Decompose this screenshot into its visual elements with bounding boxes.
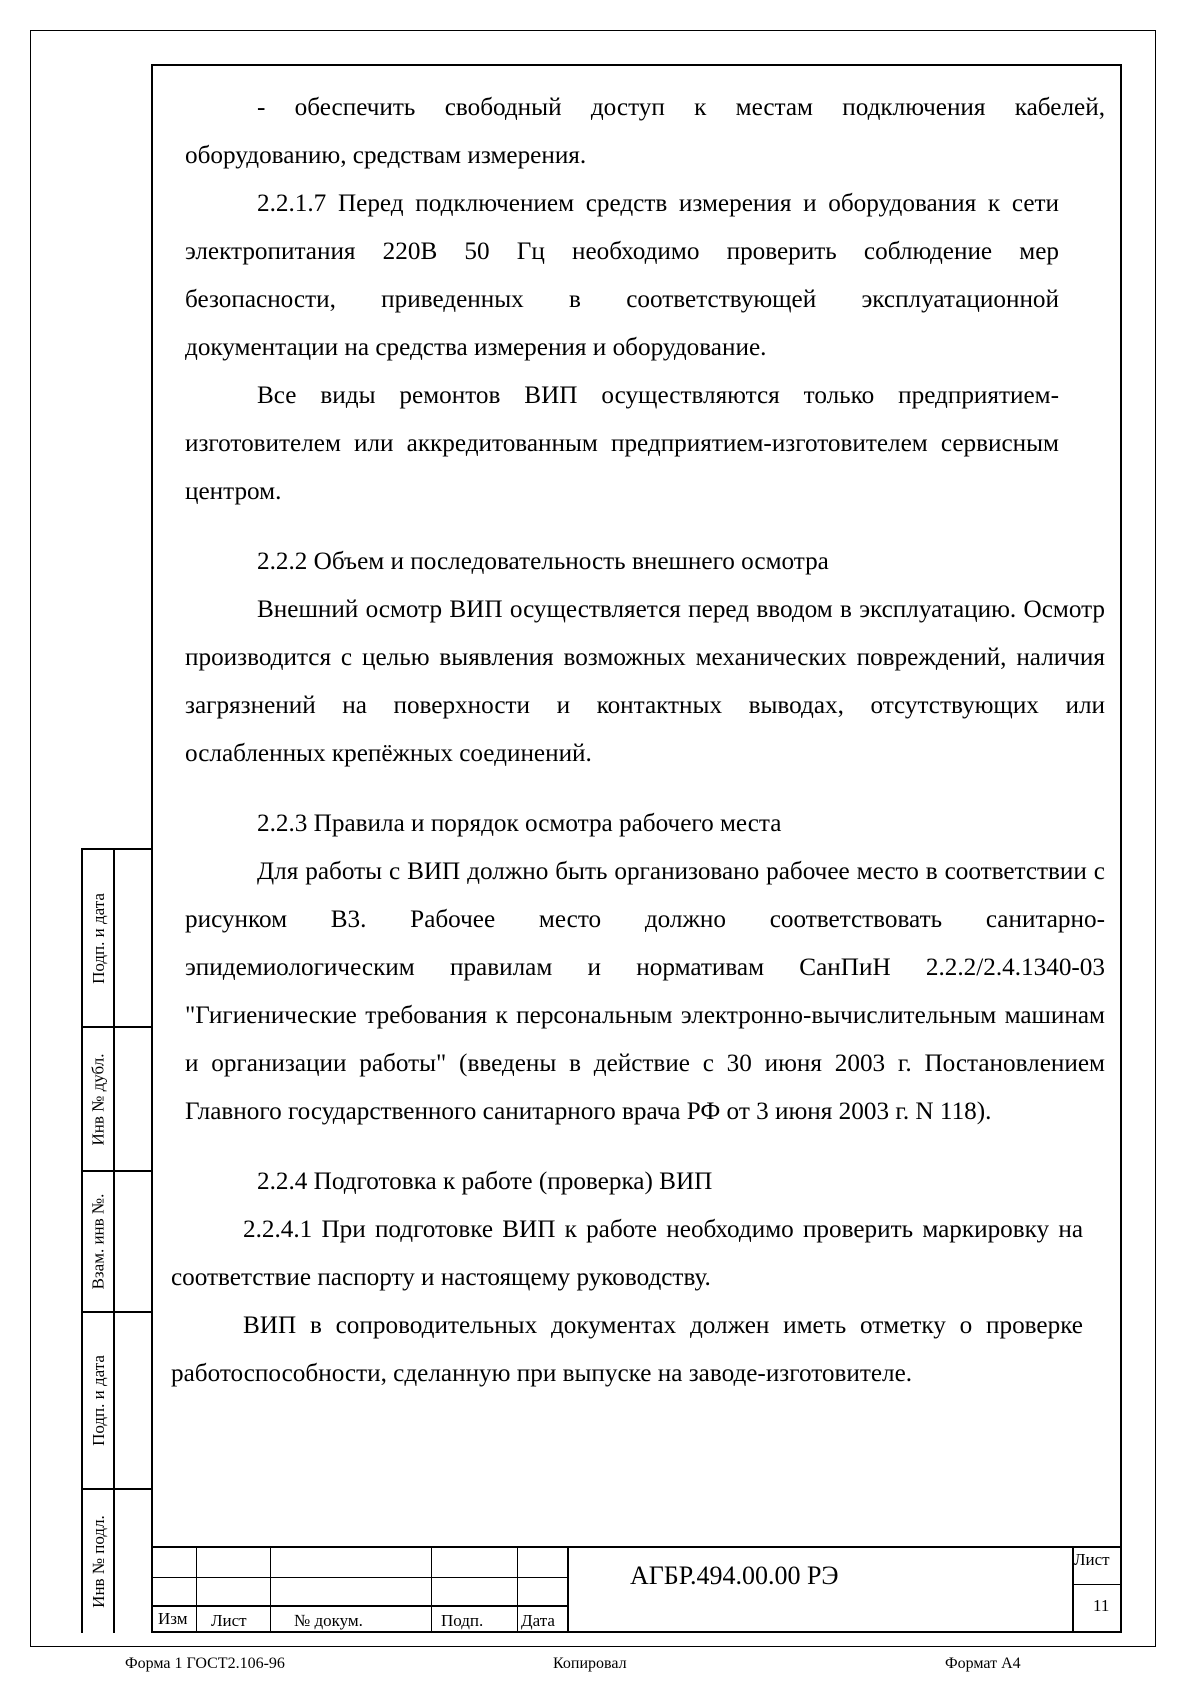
- title-block-row-line: [151, 1605, 567, 1607]
- side-label-dup-inventory: Инв № дубл.: [88, 1052, 108, 1146]
- sheet-label: Лист: [1074, 1550, 1110, 1569]
- section-heading: 2.2.3 Правила и порядок осмотра рабочего места: [257, 810, 782, 837]
- title-block-divider: [270, 1548, 271, 1633]
- side-label-replaced-inventory: Взам. инв №.: [88, 1193, 108, 1290]
- title-block-label-izm: Изм: [158, 1609, 188, 1628]
- footer-format: Формат А4: [945, 1655, 1021, 1672]
- side-label-sign-date-2: Подп. и дата: [88, 1355, 108, 1446]
- paragraph: Все виды ремонтов ВИП осуществляются только предприятием-изготовителем или аккредитованным предприятием-изготовителем сервисным центром.: [185, 382, 1059, 505]
- title-block-label-date: Дата: [521, 1611, 555, 1630]
- paragraph: - обеспечить свободный доступ к местам подключения кабелей, оборудованию, средствам измерения.: [185, 94, 1105, 169]
- sheet-number: 11: [1093, 1596, 1110, 1615]
- title-block-row-line: [151, 1577, 567, 1578]
- title-block-divider: [431, 1548, 432, 1633]
- footer-form: Форма 1 ГОСТ2.106-96: [125, 1655, 285, 1672]
- side-label-sign-date: Подп. и дата: [88, 892, 108, 984]
- title-block-divider: [517, 1548, 518, 1633]
- title-block-label-sheet: Лист: [211, 1611, 247, 1630]
- side-label-original-inventory: Инв № подл.: [88, 1515, 108, 1608]
- side-stamp-divider: [113, 848, 115, 1633]
- title-block-label-signature: Подп.: [441, 1611, 484, 1630]
- title-block-divider: [567, 1548, 569, 1633]
- section-heading: 2.2.4 Подготовка к работе (проверка) ВИП: [257, 1168, 713, 1195]
- paragraph: 2.2.1.7 Перед подключением средств измерения и оборудования к сети электропитания 220В 50 Гц необходимо проверить соблюдение мер безопасности, приведенных в соответствующей эксплуатационной документации на средства измерения и оборудование.: [185, 190, 1059, 361]
- title-block-divider: [196, 1548, 197, 1633]
- section-heading: 2.2.2 Объем и последовательность внешнего осмотра: [257, 548, 829, 575]
- paragraph: Внешний осмотр ВИП осуществляется перед вводом в эксплуатацию. Осмотр производится с целью выявления возможных механических повреждений, наличия загрязнений на поверхности и контактных выводах, отсутствующих или ослабленных крепёжных соединений.: [185, 596, 1105, 767]
- title-block-label-doc-number: № докум.: [294, 1611, 363, 1630]
- paragraph: ВИП в сопроводительных документах должен иметь отметку о проверке работоспособности, сделанную при выпуске на заводе-изготовителе.: [171, 1312, 1083, 1387]
- document-code: АГБР.494.00.00 РЭ: [630, 1561, 839, 1590]
- title-block-sheet-line: [1072, 1584, 1120, 1585]
- paragraph: 2.2.4.1 При подготовке ВИП к работе необходимо проверить маркировку на соответствие паспорту и настоящему руководству.: [171, 1216, 1083, 1291]
- paragraph: Для работы с ВИП должно быть организовано рабочее место в соответствии с рисунком В3. Рабочее место должно соответствовать санитарно-эпидемиологическим правилам и нормативам СанПиН 2.2.2/2.4.1340-03 "Гигиенические требования к персональным электронно-вычислительным машинам и организации работы" (введены в действие с 30 июня 2003 г. Постановлением Главного государственного санитарного врача РФ от 3 июня 2003 г. N 118).: [185, 858, 1105, 1125]
- document-body: [171, 84, 1105, 1398]
- footer-copied: Копировал: [553, 1655, 627, 1672]
